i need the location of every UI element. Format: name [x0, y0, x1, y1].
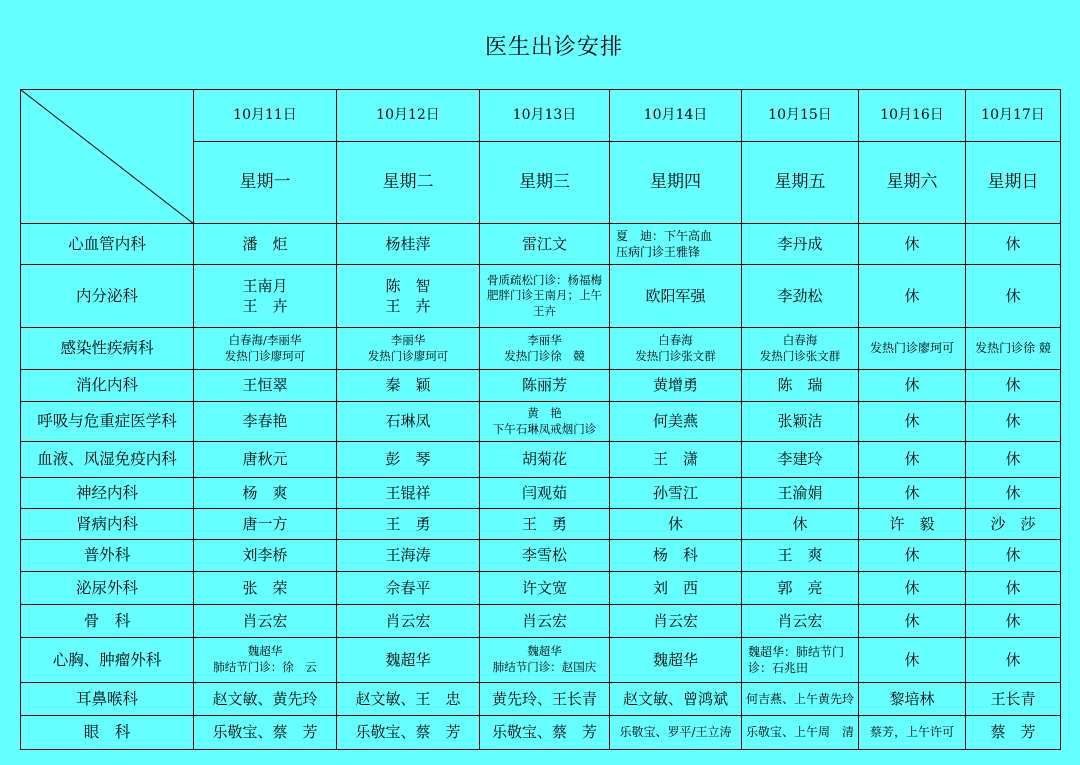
schedule-cell [859, 442, 966, 478]
schedule-cell-line: 赵文敏、黄先玲 [212, 689, 318, 708]
schedule-cell-line: 乐敬宝、蔡 芳 [355, 723, 461, 742]
schedule-cell-line: 佘春平 [385, 578, 431, 597]
schedule-cell [480, 540, 610, 572]
schedule-cell [610, 716, 742, 750]
schedule-cell-line: 陈丽芳 [521, 376, 567, 395]
schedule-cell-line: 休 [1005, 376, 1021, 395]
schedule-cell-line: 休 [1005, 483, 1021, 502]
table-row [21, 605, 1061, 638]
schedule-cell-line: 发热门诊廖珂可 [869, 341, 954, 356]
schedule-cell [742, 540, 859, 572]
schedule-cell-line: 魏超华 [385, 650, 431, 669]
schedule-cell-line: 休 [1005, 650, 1021, 669]
schedule-cell [966, 572, 1061, 605]
schedule-cell [859, 478, 966, 509]
schedule-cell-line: 王恒翠 [242, 376, 288, 395]
schedule-cell-line: 张 荣 [242, 578, 288, 597]
schedule-cell [742, 265, 859, 328]
schedule-cell-line: 休 [904, 611, 920, 630]
schedule-cell-line: 休 [1005, 578, 1021, 597]
schedule-cell-line: 乐敬宝、罗平/王立涛 [619, 725, 732, 740]
table-row [21, 442, 1061, 478]
schedule-cell [966, 716, 1061, 750]
schedule-cell-line: 欧阳军强 [645, 286, 706, 305]
schedule-cell-line: 李雪松 [521, 546, 567, 565]
schedule-cell-line: 陈 智 [385, 276, 431, 295]
schedule-cell [194, 683, 337, 716]
table-row [21, 328, 1061, 370]
schedule-cell-line: 休 [904, 650, 920, 669]
schedule-cell-line: 蔡 芳 [990, 723, 1036, 742]
schedule-cell [610, 638, 742, 683]
department-cell: 心血管内科 [21, 224, 194, 265]
date-header-row [21, 90, 1061, 142]
corner-cell [21, 90, 194, 224]
schedule-cell-line: 休 [904, 412, 920, 431]
schedule-cell [966, 540, 1061, 572]
schedule-cell [337, 328, 480, 370]
schedule-cell [610, 402, 742, 442]
schedule-cell-line: 肺结节门诊：赵国庆 [492, 660, 597, 674]
department-cell: 呼吸与危重症医学科 [21, 402, 194, 442]
schedule-cell [742, 478, 859, 509]
schedule-cell [859, 605, 966, 638]
schedule-cell [742, 572, 859, 605]
schedule-cell [859, 265, 966, 328]
schedule-cell [610, 683, 742, 716]
schedule-cell [337, 716, 480, 750]
schedule-cell [194, 540, 337, 572]
schedule-cell-line: 休 [1005, 450, 1021, 469]
schedule-cell [966, 402, 1061, 442]
schedule-cell [337, 224, 480, 265]
schedule-cell [859, 328, 966, 370]
department-cell: 消化内科 [21, 370, 194, 402]
schedule-cell-line: 杨桂萍 [385, 234, 431, 253]
schedule-cell-line: 魏超华 [527, 644, 562, 659]
weekday-header: 星期六 [859, 142, 966, 224]
table-row [21, 265, 1061, 328]
schedule-cell-line: 肖云宏 [385, 611, 431, 630]
schedule-cell-line: 李丽华 [527, 332, 562, 347]
table-row [21, 224, 1061, 265]
diagonal-line [21, 90, 194, 224]
weekday-header: 星期二 [337, 142, 480, 224]
schedule-cell-line: 休 [667, 514, 683, 533]
schedule-cell [337, 509, 480, 540]
schedule-cell-line: 肺结节门诊：徐 云 [213, 660, 317, 674]
schedule-cell-line: 杨 爽 [242, 483, 288, 502]
schedule-cell [480, 572, 610, 605]
schedule-cell-line: 王海涛 [385, 546, 431, 565]
schedule-cell [337, 478, 480, 509]
department-cell: 肾病内科 [21, 509, 194, 540]
schedule-cell [966, 478, 1061, 509]
schedule-cell [194, 509, 337, 540]
table-row [21, 370, 1061, 402]
department-cell: 血液、风湿免疫内科 [21, 442, 194, 478]
schedule-cell-line: 休 [904, 578, 920, 597]
schedule-cell-line: 白春海/李丽华 [228, 332, 302, 347]
schedule-cell-line: 李建玲 [777, 450, 823, 469]
schedule-cell-line: 白春海 [782, 332, 818, 347]
schedule-cell-line: 夏 迪：下午高血 [616, 228, 713, 243]
schedule-cell [337, 540, 480, 572]
schedule-cell-line: 乐敬宝、蔡 芳 [491, 723, 597, 742]
schedule-cell [742, 683, 859, 716]
schedule-cell-line: 白春海 [658, 332, 693, 347]
department-cell: 眼 科 [21, 716, 194, 750]
schedule-cell-line: 黎培林 [889, 689, 935, 708]
weekday-header: 星期五 [742, 142, 859, 224]
schedule-cell [337, 572, 480, 605]
department-cell: 内分泌科 [21, 265, 194, 328]
schedule-cell-line: 发热门诊徐 競 [975, 341, 1051, 356]
schedule-cell-line: 休 [1005, 611, 1021, 630]
schedule-cell [966, 638, 1061, 683]
schedule-cell-line: 赵文敏、王 忠 [355, 689, 461, 708]
schedule-cell [337, 265, 480, 328]
schedule-cell-line: 王卉 [533, 303, 556, 318]
schedule-cell-line: 魏超华 [652, 650, 698, 669]
schedule-cell-line: 肥胖门诊王南月；上午 [487, 288, 602, 303]
date-header: 10月11日 [194, 90, 337, 142]
schedule-cell-line: 休 [1005, 234, 1021, 253]
department-cell: 心胸、肿瘤外科 [21, 638, 194, 683]
schedule-cell-line: 肖云宏 [521, 611, 567, 630]
schedule-cell [610, 328, 742, 370]
schedule-cell-line: 黄 艳 [527, 405, 562, 420]
schedule-cell [610, 572, 742, 605]
date-header: 10月14日 [610, 90, 742, 142]
schedule-cell-line: 休 [792, 514, 808, 533]
schedule-cell [966, 224, 1061, 265]
schedule-cell-line: 肖云宏 [777, 611, 823, 630]
schedule-cell [480, 265, 610, 328]
schedule-cell-line: 发热门诊张文群 [759, 348, 841, 363]
schedule-cell [742, 509, 859, 540]
schedule-cell [966, 370, 1061, 402]
schedule-cell [859, 683, 966, 716]
table-row [21, 509, 1061, 540]
schedule-cell [742, 605, 859, 638]
schedule-cell [742, 402, 859, 442]
department-cell: 泌尿外科 [21, 572, 194, 605]
schedule-cell-line: 蔡芳，上午许可 [869, 725, 954, 740]
schedule-cell-line: 胡菊花 [521, 450, 567, 469]
department-cell: 普外科 [21, 540, 194, 572]
schedule-cell-line: 乐敬宝、蔡 芳 [212, 723, 318, 742]
schedule-cell [480, 370, 610, 402]
schedule-cell-line: 休 [904, 376, 920, 395]
schedule-cell [610, 605, 742, 638]
schedule-cell-line: 唐秋元 [242, 450, 288, 469]
schedule-cell [194, 638, 337, 683]
schedule-cell-line: 孙雪江 [652, 483, 698, 502]
department-cell: 感染性疾病科 [21, 328, 194, 370]
schedule-cell-line: 休 [904, 234, 920, 253]
schedule-cell-line: 李丽华 [390, 332, 426, 347]
schedule-cell [480, 402, 610, 442]
schedule-cell-line: 李春艳 [242, 412, 288, 431]
weekday-header: 星期三 [480, 142, 610, 224]
schedule-cell-line: 潘 炬 [242, 234, 288, 253]
schedule-cell [859, 370, 966, 402]
schedule-cell-line: 魏超华：肺结节门 [748, 644, 845, 659]
schedule-cell-line: 发热门诊廖珂可 [367, 348, 449, 363]
schedule-cell [480, 638, 610, 683]
schedule-cell-line: 乐敬宝、上午周 清 [745, 725, 854, 740]
schedule-cell [337, 442, 480, 478]
schedule-cell-line: 休 [1005, 412, 1021, 431]
schedule-cell [337, 370, 480, 402]
date-header: 10月15日 [742, 90, 859, 142]
schedule-cell [966, 442, 1061, 478]
schedule-cell [194, 265, 337, 328]
schedule-table [20, 89, 1061, 750]
schedule-cell-line: 王 卉 [385, 297, 431, 315]
schedule-cell-line: 王南月 [242, 276, 288, 295]
schedule-cell-line: 发热门诊廖珂可 [224, 348, 306, 363]
schedule-cell [742, 638, 859, 683]
schedule-cell-line: 休 [904, 286, 920, 305]
schedule-cell-line: 休 [904, 450, 920, 469]
schedule-cell [610, 509, 742, 540]
schedule-cell [194, 442, 337, 478]
schedule-cell [337, 605, 480, 638]
weekday-header: 星期日 [966, 142, 1061, 224]
schedule-cell [194, 716, 337, 750]
schedule-cell [610, 265, 742, 328]
schedule-cell-line: 休 [1005, 546, 1021, 565]
schedule-cell [480, 328, 610, 370]
schedule-cell [610, 540, 742, 572]
schedule-cell [742, 224, 859, 265]
schedule-cell-line: 王 勇 [521, 514, 567, 533]
schedule-cell-line: 发热门诊徐 競 [504, 348, 585, 363]
schedule-cell-line: 下午石琳凤戒烟门诊 [492, 421, 597, 436]
table-row [21, 716, 1061, 750]
schedule-cell [859, 716, 966, 750]
schedule-cell [610, 370, 742, 402]
schedule-cell [966, 328, 1061, 370]
schedule-cell-line: 闫观茹 [521, 483, 567, 502]
schedule-cell [859, 402, 966, 442]
schedule-cell [742, 716, 859, 750]
weekday-header: 星期四 [610, 142, 742, 224]
department-cell: 神经内科 [21, 478, 194, 509]
schedule-cell-line: 休 [1005, 286, 1021, 305]
schedule-cell [194, 605, 337, 638]
schedule-cell [610, 478, 742, 509]
schedule-cell-line: 许 毅 [889, 514, 935, 533]
schedule-cell [610, 442, 742, 478]
schedule-cell-line: 何吉燕、上午黄先玲 [745, 691, 854, 706]
schedule-cell-line: 肖云宏 [652, 611, 698, 630]
schedule-cell [194, 328, 337, 370]
schedule-cell-line: 王 潇 [652, 450, 698, 469]
schedule-cell [859, 509, 966, 540]
schedule-cell [966, 509, 1061, 540]
schedule-cell [480, 442, 610, 478]
schedule-cell-line: 王 勇 [385, 514, 431, 533]
schedule-cell-line: 王长青 [990, 689, 1036, 708]
schedule-cell [859, 572, 966, 605]
schedule-cell-line: 陈 瑞 [777, 376, 823, 395]
schedule-cell-line: 王 爽 [777, 546, 823, 565]
table-row [21, 572, 1061, 605]
schedule-cell-line: 王 卉 [242, 297, 288, 315]
schedule-cell [480, 683, 610, 716]
schedule-cell-line: 刘李桥 [242, 546, 288, 565]
table-row [21, 638, 1061, 683]
schedule-cell [966, 683, 1061, 716]
schedule-cell [480, 224, 610, 265]
date-header: 10月17日 [966, 90, 1061, 142]
schedule-cell-line: 李劲松 [777, 286, 823, 305]
schedule-cell-line: 秦 颖 [385, 376, 431, 395]
table-row [21, 540, 1061, 572]
schedule-cell [480, 605, 610, 638]
schedule-cell-line: 压病门诊王雅锋 [616, 245, 701, 259]
schedule-cell-line: 黄先玲、王长青 [491, 689, 597, 708]
schedule-cell [859, 638, 966, 683]
table-row [21, 683, 1061, 716]
schedule-cell [480, 716, 610, 750]
schedule-cell [194, 402, 337, 442]
schedule-cell [966, 605, 1061, 638]
schedule-cell [194, 224, 337, 265]
schedule-cell-line: 诊：石兆田 [748, 661, 809, 675]
schedule-cell-line: 许文宽 [521, 578, 567, 597]
schedule-cell-line: 休 [904, 483, 920, 502]
schedule-cell-line: 李丹成 [777, 234, 823, 253]
weekday-header: 星期一 [194, 142, 337, 224]
page-title: 医生出诊安排 [484, 35, 623, 60]
schedule-cell [966, 265, 1061, 328]
table-row [21, 478, 1061, 509]
schedule-cell-line: 休 [904, 546, 920, 565]
department-cell: 骨 科 [21, 605, 194, 638]
schedule-cell-line: 杨 科 [652, 546, 698, 565]
schedule-cell-line: 王锟祥 [385, 483, 431, 502]
schedule-cell-line: 王渝娟 [777, 483, 823, 502]
schedule-cell-line: 沙 莎 [990, 514, 1036, 533]
schedule-cell-line: 雷江文 [521, 234, 567, 253]
schedule-cell-line: 张颖洁 [777, 412, 823, 431]
table-row [21, 402, 1061, 442]
schedule-cell [742, 370, 859, 402]
schedule-cell-line: 唐一方 [242, 514, 288, 533]
schedule-cell-line: 发热门诊张文群 [635, 348, 716, 363]
schedule-cell [610, 224, 742, 265]
schedule-cell-line: 郭 亮 [777, 578, 823, 597]
date-header: 10月16日 [859, 90, 966, 142]
schedule-cell-line: 何美燕 [652, 412, 698, 431]
date-header: 10月12日 [337, 90, 480, 142]
schedule-cell [742, 328, 859, 370]
date-header: 10月13日 [480, 90, 610, 142]
schedule-cell-line: 黄增勇 [652, 376, 698, 395]
department-cell: 耳鼻喉科 [21, 683, 194, 716]
schedule-cell [194, 370, 337, 402]
schedule-cell [480, 478, 610, 509]
schedule-cell [194, 572, 337, 605]
schedule-cell [337, 402, 480, 442]
schedule-cell-line: 刘 西 [652, 578, 698, 597]
schedule-cell-line: 肖云宏 [242, 611, 288, 630]
schedule-cell-line: 魏超华 [247, 644, 283, 659]
schedule-cell [859, 224, 966, 265]
schedule-cell [337, 683, 480, 716]
schedule-cell [480, 509, 610, 540]
schedule-cell [742, 442, 859, 478]
schedule-cell [194, 478, 337, 509]
schedule-cell-line: 赵文敏、曾鸿斌 [622, 689, 728, 708]
schedule-cell-line: 彭 琴 [385, 450, 431, 469]
schedule-cell-line: 骨质疏松门诊：杨福梅 [487, 272, 602, 287]
schedule-cell-line: 石琳凤 [385, 412, 431, 431]
schedule-cell [337, 638, 480, 683]
schedule-cell [859, 540, 966, 572]
